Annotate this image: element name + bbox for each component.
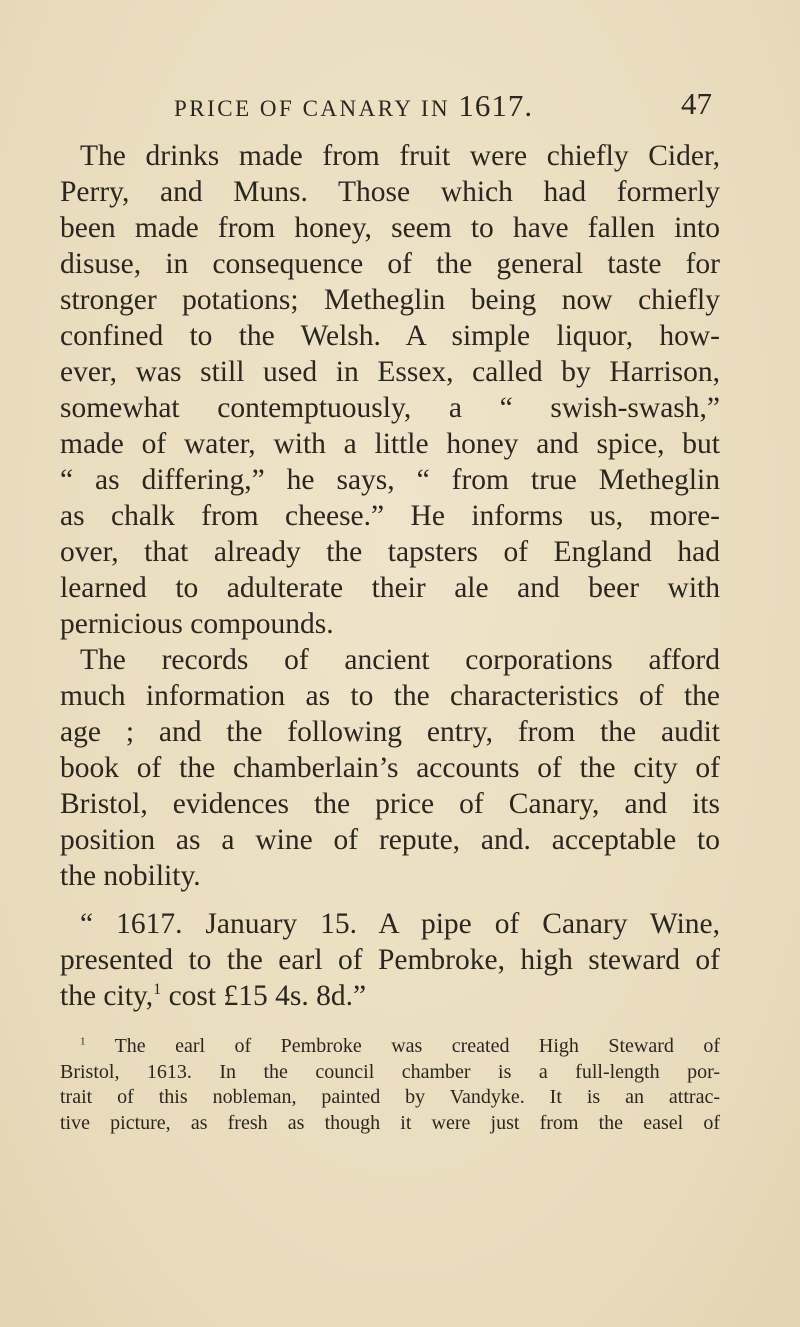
text-line: Bristol, evidences the price of Canary, and its (60, 788, 720, 820)
paragraph-1 (60, 138, 720, 642)
text-line: confined to the Welsh. A simple liquor, how- (60, 320, 720, 352)
page-number: 47 (681, 86, 712, 121)
body-text (60, 138, 720, 1136)
text-line: the nobility. (60, 860, 201, 892)
text-line: book of the chamberlain’s accounts of the city of (60, 752, 720, 784)
spacer (60, 1014, 720, 1034)
running-title (174, 88, 533, 124)
text-line: position as a wine of repute, and. acceptable to (60, 824, 720, 856)
footnote (60, 1034, 720, 1136)
footnote-line: trait of this nobleman, painted by Vandyke. It is an attrac- (60, 1086, 720, 1108)
text-line: somewhat contemptuously, a “ swish-swash,” (60, 392, 720, 424)
running-title-year: 1617. (458, 88, 534, 123)
text-line: Perry, and Muns. Those which had formerly (60, 176, 720, 208)
page-header (62, 88, 712, 128)
quoted-entry (60, 906, 720, 1014)
text-line: as chalk from cheese.” He informs us, more- (60, 500, 720, 532)
running-title-text: PRICE OF CANARY IN (174, 96, 451, 121)
quote-line: presented to the earl of Pembroke, high steward of (60, 944, 720, 976)
footnote-marker: 1 (80, 1035, 86, 1048)
footnote-line (60, 1034, 720, 1060)
footnote-line: Bristol, 1613. In the council chamber is a full-length por- (60, 1060, 720, 1083)
text-line: age ; and the following entry, from the audit (60, 716, 720, 748)
quote-line-start: the city, (60, 980, 154, 1012)
text-line: over, that already the tapsters of England had (60, 536, 720, 568)
quote-line-end: cost £15 4s. 8d.” (161, 980, 367, 1012)
text-line: much information as to the characteristics of the (60, 680, 720, 712)
text-line: pernicious compounds. (60, 608, 334, 640)
paragraph-2 (60, 642, 720, 894)
footnote-first-line: The earl of Pembroke was created High Steward of (85, 1035, 720, 1057)
quote-line: “ 1617. January 15. A pipe of Canary Wine, (80, 908, 720, 940)
text-line: made of water, with a little honey and spice, but (60, 428, 720, 460)
text-line: learned to adulterate their ale and beer with (60, 572, 720, 604)
text-line: disuse, in consequence of the general taste for (60, 248, 720, 280)
footnote-reference: 1 (153, 980, 162, 999)
spacer (60, 894, 720, 906)
text-line: “ as differing,” he says, “ from true Metheglin (60, 464, 720, 496)
text-line: stronger potations; Metheglin being now chiefly (60, 284, 720, 316)
text-line: The drinks made from fruit were chiefly Cider, (80, 140, 720, 172)
text-line: The records of ancient corporations afford (80, 644, 720, 676)
footnote-line: tive picture, as fresh as though it were just from the easel of (60, 1111, 720, 1134)
quote-line (60, 978, 720, 1014)
text-line: been made from honey, seem to have fallen into (60, 212, 720, 244)
text-line: ever, was still used in Essex, called by Harrison, (60, 356, 720, 388)
